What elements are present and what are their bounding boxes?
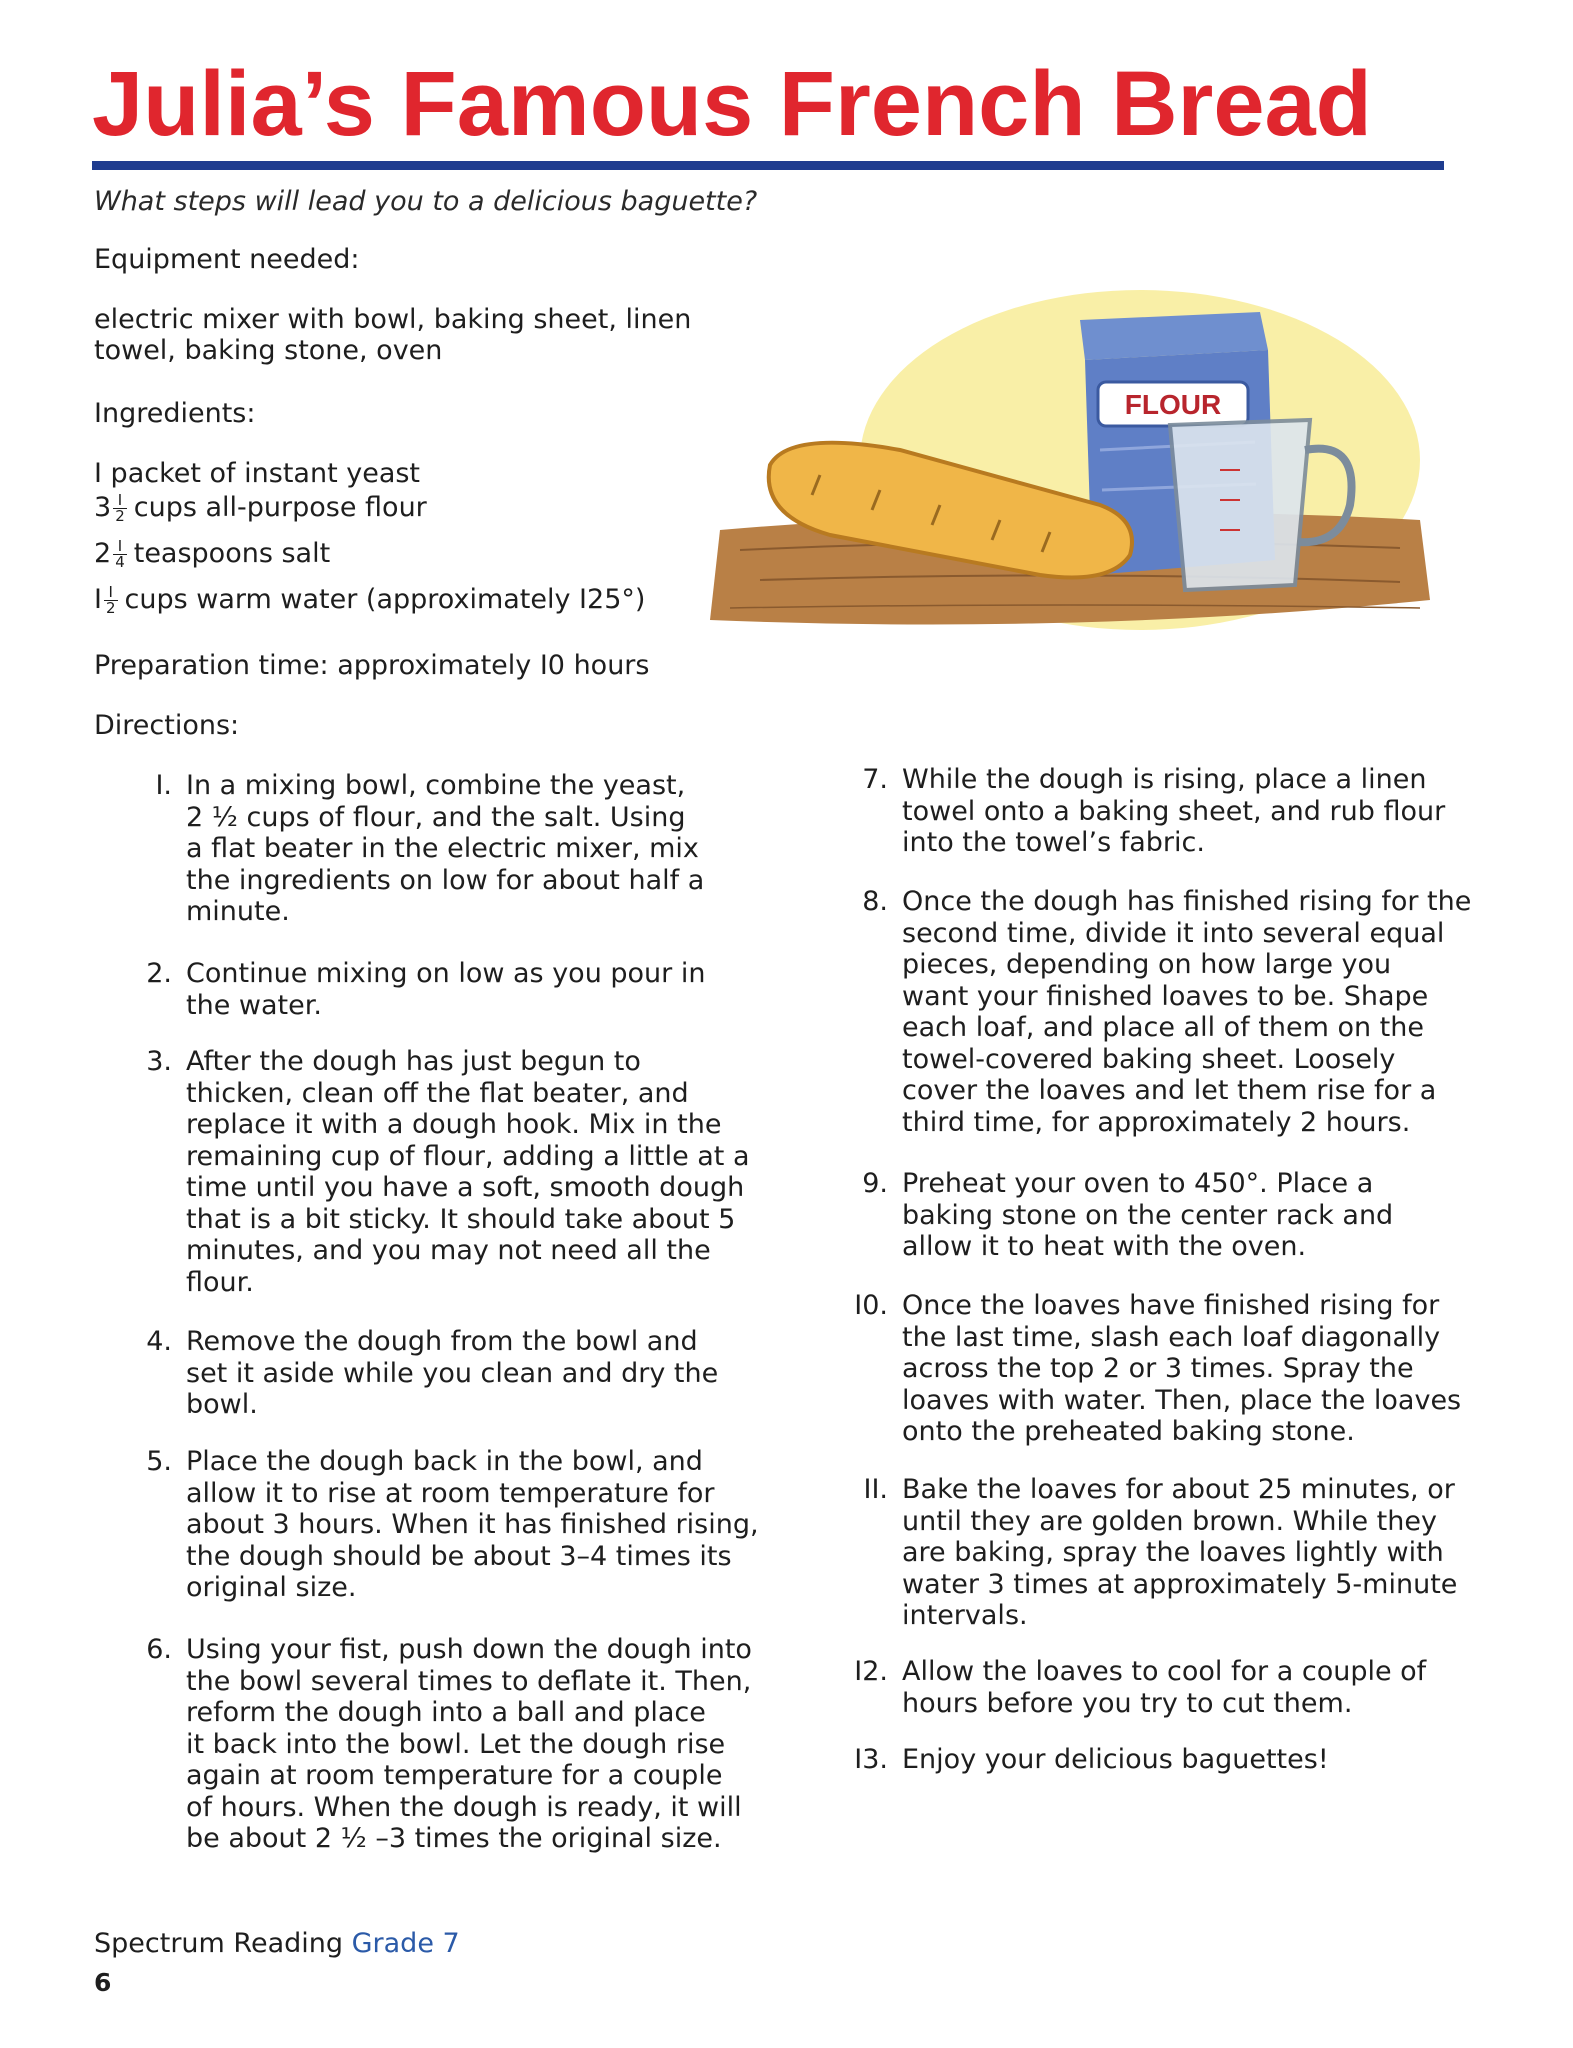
step-number: 5. bbox=[146, 1446, 172, 1477]
step-line: time until you have a soft, smooth dough bbox=[186, 1172, 745, 1203]
step-text bbox=[902, 1168, 1393, 1263]
step-line: third time, for approximately 2 hours. bbox=[902, 1106, 1411, 1138]
step-line: Enjoy your delicious baguettes! bbox=[902, 1744, 1329, 1775]
ingredient-text: packet of instant yeast bbox=[101, 458, 421, 489]
step-line: set it aside while you clean and dry the bbox=[186, 1357, 719, 1389]
ingredient-text: cups all-purpose flour bbox=[133, 492, 427, 523]
step-line: the water. bbox=[186, 989, 322, 1021]
step-number: 9. bbox=[862, 1168, 888, 1199]
ingredients-label: Ingredients: bbox=[94, 398, 256, 429]
step-line: In a mixing bowl, combine the yeast, bbox=[186, 770, 686, 801]
step-line: about 3 hours. When it has finished rising, bbox=[186, 1509, 759, 1540]
step-line: across the top 2 or 3 times. Spray the bbox=[902, 1353, 1414, 1384]
step-line: After the dough has just begun to bbox=[186, 1046, 641, 1077]
step-number: I3. bbox=[854, 1744, 888, 1775]
step-line: pieces, depending on how large you bbox=[902, 949, 1392, 980]
equipment-line: electric mixer with bowl, baking sheet, linen bbox=[94, 304, 692, 335]
prep-time: Preparation time: approximately I0 hours bbox=[94, 650, 650, 681]
step-line: onto the preheated baking stone. bbox=[902, 1416, 1355, 1447]
ingredient-item bbox=[94, 538, 330, 570]
page-number: 6 bbox=[94, 1968, 112, 1997]
ingredient-quantity: 3 bbox=[94, 492, 112, 523]
step-line: of hours. When the dough is ready, it will bbox=[186, 1791, 742, 1823]
step-number: 4. bbox=[146, 1326, 172, 1357]
step-line: be about 2 ½ –3 times the original size. bbox=[186, 1823, 722, 1854]
step-line: original size. bbox=[186, 1572, 357, 1603]
step-number: I2. bbox=[854, 1656, 888, 1687]
step-line: are baking, spray the loaves lightly with bbox=[902, 1537, 1444, 1568]
subtitle: What steps will lead you to a delicious baguette? bbox=[94, 186, 758, 217]
step-number: 2. bbox=[146, 958, 172, 989]
series-name: Spectrum Reading bbox=[94, 1928, 344, 1959]
equipment-list bbox=[94, 304, 694, 366]
step-line: intervals. bbox=[902, 1600, 1028, 1631]
step-line: the last time, slash each loaf diagonally bbox=[902, 1321, 1441, 1353]
step-line: Once the loaves have finished rising for bbox=[902, 1290, 1440, 1321]
grade-label: Grade 7 bbox=[351, 1928, 460, 1959]
step-line: it back into the bowl. Let the dough rise bbox=[186, 1728, 726, 1760]
step-line: into the towel’s fabric. bbox=[902, 827, 1205, 858]
step-line: cover the loaves and let them rise for a bbox=[902, 1075, 1437, 1106]
step-line: the dough should be about 3–4 times its bbox=[186, 1540, 732, 1572]
step-number: 6. bbox=[146, 1634, 172, 1665]
step-number: 7. bbox=[862, 764, 888, 795]
fraction: $\frac{I}{4}$ bbox=[115, 537, 125, 571]
step-number: I. bbox=[155, 770, 172, 801]
step-text bbox=[186, 958, 705, 1021]
step-number: 8. bbox=[862, 886, 888, 917]
step-text bbox=[902, 1744, 1329, 1776]
step-line: Remove the dough from the bowl and bbox=[186, 1326, 698, 1357]
ingredient-item bbox=[94, 584, 645, 616]
step-line: the ingredients on low for about half a bbox=[186, 864, 705, 896]
ingredient-quantity: 2 bbox=[94, 538, 112, 569]
ingredient-item bbox=[94, 458, 420, 489]
step-line: water 3 times at approximately 5-minute bbox=[902, 1568, 1458, 1600]
ingredient-quantity: I bbox=[94, 584, 102, 615]
step-text bbox=[186, 1446, 759, 1604]
step-line: allow it to rise at room temperature for bbox=[186, 1477, 715, 1509]
ingredient-quantity: I bbox=[94, 458, 102, 489]
bread-illustration bbox=[700, 290, 1440, 670]
step-line: again at room temperature for a couple bbox=[186, 1760, 723, 1791]
step-line: Using your fist, push down the dough into bbox=[186, 1634, 752, 1665]
ingredient-text: teaspoons salt bbox=[133, 538, 331, 569]
step-number: 3. bbox=[146, 1046, 172, 1077]
step-line: second time, divide it into several equal bbox=[902, 917, 1445, 949]
step-line: until they are golden brown. While they bbox=[902, 1505, 1437, 1537]
step-line: bowl. bbox=[186, 1389, 258, 1420]
step-line: baking stone on the center rack and bbox=[902, 1199, 1394, 1231]
step-line: each loaf, and place all of them on the bbox=[902, 1012, 1424, 1043]
step-line: Once the dough has finished rising for the bbox=[902, 886, 1472, 917]
step-line: flour. bbox=[186, 1266, 254, 1298]
step-line: 2 ½ cups of flour, and the salt. Using bbox=[186, 801, 686, 833]
step-line: Bake the loaves for about 25 minutes, or bbox=[902, 1474, 1455, 1505]
step-line: replace it with a dough hook. Mix in the bbox=[186, 1109, 722, 1140]
step-line: minutes, and you may not need all the bbox=[186, 1235, 711, 1266]
step-line: minute. bbox=[186, 896, 290, 927]
step-line: hours before you try to cut them. bbox=[902, 1687, 1353, 1719]
step-text bbox=[902, 1474, 1457, 1632]
title-underline bbox=[92, 161, 1444, 170]
fraction: $\frac{I}{2}$ bbox=[115, 491, 125, 525]
directions-label: Directions: bbox=[94, 710, 240, 741]
step-text bbox=[186, 770, 704, 928]
footer bbox=[94, 1928, 460, 1959]
fraction: $\frac{I}{2}$ bbox=[105, 583, 116, 617]
equipment-line: towel, baking stone, oven bbox=[94, 335, 443, 366]
equipment-label: Equipment needed: bbox=[94, 244, 360, 275]
step-text bbox=[902, 1290, 1461, 1448]
step-text bbox=[902, 1656, 1426, 1719]
step-line: want your finished loaves to be. Shape bbox=[902, 980, 1429, 1012]
step-line: towel onto a baking sheet, and rub flour bbox=[902, 795, 1446, 827]
step-line: Allow the loaves to cool for a couple of bbox=[902, 1656, 1427, 1687]
step-line: thicken, clean off the flat beater, and bbox=[186, 1077, 689, 1109]
step-line: that is a bit sticky. It should take about 5 bbox=[186, 1203, 736, 1235]
step-number: I0. bbox=[854, 1290, 888, 1321]
step-line: reform the dough into a ball and place bbox=[186, 1697, 706, 1728]
step-text bbox=[902, 764, 1445, 859]
page-title: Julia’s Famous French Bread bbox=[92, 53, 1372, 155]
step-text bbox=[902, 886, 1471, 1138]
step-line: loaves with water. Then, place the loaves bbox=[902, 1384, 1462, 1416]
step-line: a flat beater in the electric mixer, mix bbox=[186, 833, 699, 864]
step-line: While the dough is rising, place a linen bbox=[902, 764, 1427, 795]
step-line: remaining cup of flour, adding a little at a bbox=[186, 1140, 750, 1172]
ingredient-text: cups warm water (approximately I25°) bbox=[124, 584, 646, 615]
ingredient-item bbox=[94, 492, 427, 524]
step-line: the bowl several times to deflate it. Then, bbox=[186, 1665, 752, 1697]
flour-label: FLOUR bbox=[1124, 389, 1222, 420]
step-line: towel-covered baking sheet. Loosely bbox=[902, 1043, 1396, 1075]
step-text bbox=[186, 1326, 718, 1421]
step-line: Place the dough back in the bowl, and bbox=[186, 1446, 703, 1477]
step-line: Preheat your oven to 450°. Place a bbox=[902, 1168, 1374, 1199]
step-line: allow it to heat with the oven. bbox=[902, 1231, 1307, 1262]
step-number: II. bbox=[863, 1474, 888, 1505]
step-line: Continue mixing on low as you pour in bbox=[186, 958, 706, 989]
step-text bbox=[186, 1046, 750, 1298]
step-text bbox=[186, 1634, 752, 1855]
